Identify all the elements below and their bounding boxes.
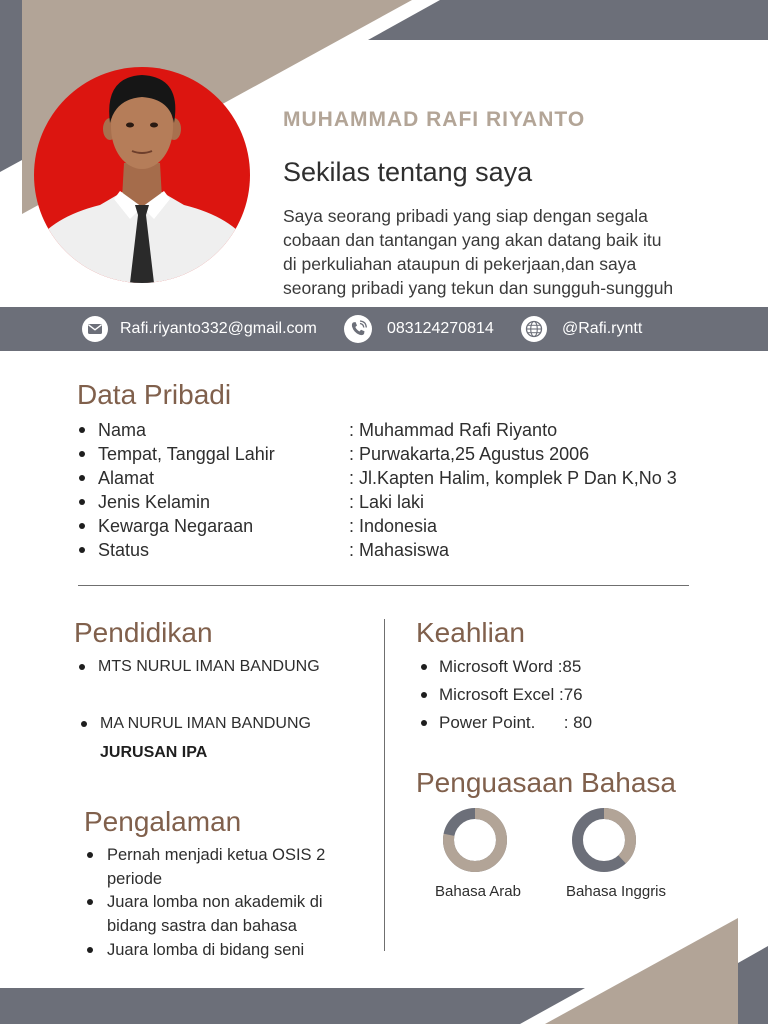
decor-bottom-gray-band — [0, 988, 585, 1024]
personal-row-label: Alamat — [98, 468, 155, 488]
section-title-data-pribadi: Data Pribadi — [77, 379, 232, 410]
about-line: cobaan dan tantangan yang akan datang baik itu — [283, 230, 662, 250]
about-line: Saya seorang pribadi yang siap dengan segala — [283, 206, 648, 226]
skill-item: Microsoft Word :85 — [439, 657, 582, 676]
language-donut-arab — [441, 806, 509, 874]
contact-phone: 083124270814 — [387, 320, 494, 337]
photo-eye-right — [150, 123, 158, 128]
personal-row-label: Tempat, Tanggal Lahir — [98, 444, 275, 464]
contact-social: @Rafi.ryntt — [562, 320, 643, 337]
language-label: Bahasa Arab — [435, 883, 521, 900]
globe-icon — [521, 316, 547, 342]
experience-line: Juara lomba non akademik di — [107, 893, 323, 911]
full-name: MUHAMMAD RAFI RIYANTO — [283, 108, 586, 131]
decor-bottom-tan-triangle — [545, 918, 738, 1024]
education-major: JURUSAN IPA — [100, 744, 208, 761]
about-line: seorang pribadi yang tekun dan sungguh-sungguh — [283, 278, 674, 298]
bullet — [81, 721, 87, 727]
envelope-icon — [82, 316, 108, 342]
experience-line: Pernah menjadi ketua OSIS 2 — [107, 846, 326, 864]
bullet — [421, 692, 427, 698]
bullet — [421, 664, 427, 670]
bullet — [79, 451, 85, 457]
decor-left-gray-strip — [0, 0, 22, 172]
personal-row-value: : Jl.Kapten Halim, komplek P Dan K,No 3 — [349, 468, 677, 488]
column-divider — [384, 619, 385, 951]
about-line: di perkuliahan ataupun di pekerjaan,dan saya — [283, 254, 637, 274]
section-title-keahlian: Keahlian — [416, 617, 525, 648]
bullet — [87, 899, 93, 905]
education-school: MA NURUL IMAN BANDUNG — [100, 715, 311, 732]
experience-line: bidang sastra dan bahasa — [107, 917, 297, 935]
language-label: Bahasa Inggris — [565, 883, 667, 900]
personal-row-label: Status — [98, 540, 150, 560]
bullet — [87, 852, 93, 858]
bullet — [421, 720, 427, 726]
bullet — [79, 664, 85, 670]
personal-row-label: Nama — [98, 420, 147, 440]
decor-bottom-right-gray — [738, 946, 768, 1024]
education-school: MTS NURUL IMAN BANDUNG — [98, 658, 320, 675]
contact-email: Rafi.riyanto332@gmail.com — [120, 320, 317, 337]
personal-row-label: Jenis Kelamin — [98, 492, 211, 512]
personal-row-label: Kewarga Negaraan — [98, 516, 254, 536]
personal-row-value: : Indonesia — [349, 516, 438, 536]
profile-photo — [34, 67, 250, 283]
bullet — [87, 947, 93, 953]
bullet — [79, 499, 85, 505]
about-title: Sekilas tentang saya — [283, 157, 533, 187]
bullet — [79, 475, 85, 481]
photo-eye-left — [126, 123, 134, 128]
contact-bar — [0, 307, 768, 351]
personal-row-value: : Laki laki — [349, 492, 425, 512]
bullet — [79, 547, 85, 553]
experience-line: Juara lomba di bidang seni — [107, 941, 305, 959]
section-title-pengalaman: Pengalaman — [84, 806, 242, 837]
section-title-bahasa: Penguasaan Bahasa — [416, 767, 676, 798]
decor-top-gray-band — [368, 0, 768, 40]
personal-row-value: : Muhammad Rafi Riyanto — [349, 420, 558, 440]
bullet — [79, 523, 85, 529]
bullet — [79, 427, 85, 433]
skill-item: Microsoft Excel :76 — [439, 685, 583, 704]
language-donut-inggris — [570, 806, 638, 874]
experience-line: periode — [107, 870, 163, 888]
section-divider — [78, 585, 689, 586]
personal-row-value: : Purwakarta,25 Agustus 2006 — [349, 444, 590, 464]
section-title-pendidikan: Pendidikan — [74, 617, 213, 648]
skill-item: Power Point. : 80 — [439, 713, 593, 732]
personal-row-value: : Mahasiswa — [349, 540, 450, 560]
phone-icon — [344, 315, 372, 343]
